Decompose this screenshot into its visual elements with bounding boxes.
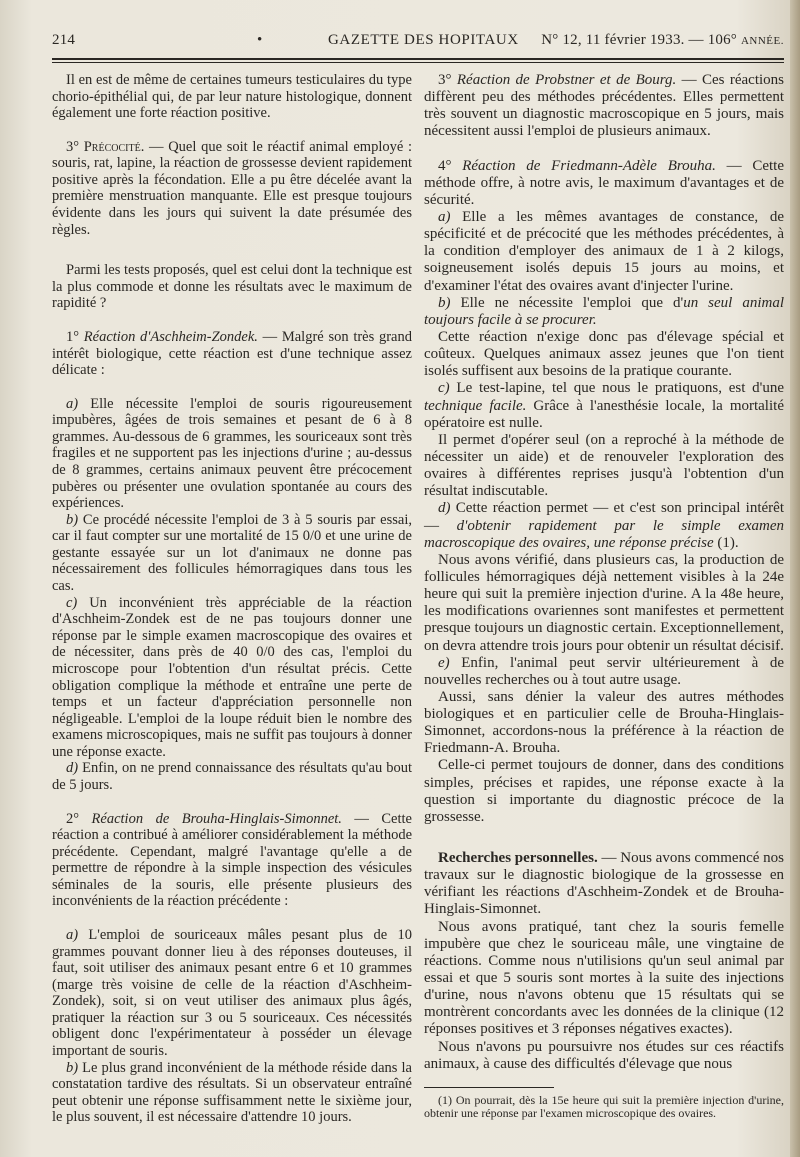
paragraph: b) Le plus grand inconvénient de la méthode réside dans la constatation tardive des résultats. Si un observateur entraîné peut obtenir une réponse suffisamment nette le sixième jour, le plus souvent, il est nécessaire d'attendre 10 jours. [52, 1059, 412, 1126]
paragraph: 3° Réaction de Probstner et de Bourg. — Ces réactions diffèrent peu des méthodes précédentes. Elles permettent très souvent un diagnostic macroscopique en 5 jours, mais nécessitent aussi l'emploi de plusieurs animaux. [424, 72, 785, 140]
paragraph: a) L'emploi de souriceaux mâles pesant plus de 10 grammes pouvant donner lieu à des réponses douteuses, il faut, soit utiliser des animaux pesant entre 6 et 10 grammes (marge très voisine de celle de la réaction d'Aschheim-Zondek), soit, si on veut utiliser des animaux plus âgés, pratiquer la réaction sur 3 ou 5 souriceaux. Ces nécessités obligent donc l'expérimentateur à posséder un élevage important de souris. [52, 927, 412, 1060]
journal-title: GAZETTE DES HOPITAUX [328, 32, 519, 48]
paragraph: 3° Précocité. — Quel que soit le réactif animal employé : souris, rat, lapine, la réaction de grossesse devient rapidement positive après la fécondation. Elle a pu être décelée avant la première menstruation manquante. Elle est presque toujours évidente dans les jours qui suivent la date présumée des règles. [52, 138, 413, 238]
paragraph: Nous avons pratiqué, tant chez la souris femelle impubère que chez le souriceau mâle, une vingtaine de réactions. Comme nous n'utilisions qu'un seul animal par essai et que 5 souris sont mortes à la suite des injections d'urine, nous n'avons obtenu que 15 résultats qui se montrèrent concordants avec les données de la clinique (12 réponses positives et 3 réponses négatives exactes). [424, 918, 784, 1038]
paragraph: 2° Réaction de Brouha-Hinglais-Simonnet. — Cette réaction a contribué à améliorer considérablement la méthode précédente. Cependant, malgré l'avantage qu'elle a de permettre de répondre à la simple inspection des vésicules séminales de la souris, elle présente plusieurs des inconvénients de la réaction précédente : [52, 810, 412, 910]
paragraph: b) Elle ne nécessite l'emploi que d'un seul animal toujours facile à se procurer. [424, 294, 784, 328]
right-column [424, 72, 784, 1121]
footnote: (1) On pourrait, dès la 15e heure qui suit la première injection d'urine, obtenir une réponse par l'examen microscopique des ovaires. [424, 1092, 784, 1121]
left-column [52, 72, 412, 1126]
paragraph: Nous n'avons pu poursuivre nos études sur ces réactifs animaux, à cause des difficultés d'élevage que nous [424, 1038, 784, 1072]
paragraph: d) Enfin, on ne prend connaissance des résultats qu'au bout de 5 jours. [52, 760, 412, 793]
issue-info [541, 32, 784, 49]
paragraph: Il permet d'opérer seul (on a reproché à la méthode de nécessiter un aide) et de renouveler l'exploration des ovaires à différentes reprises jusqu'à l'obtention d'un résultat indiscutable. [424, 431, 784, 500]
page-number: 214 [52, 32, 76, 48]
paragraph: Recherches personnelles. — Nous avons commencé nos travaux sur le diagnostic biologique de la grossesse en vérifiant les réactions d'Aschheim-Zondek et de Brouha-Hinglais-Simonnet. [424, 850, 785, 918]
paragraph: d) Cette réaction permet — et c'est son principal intérêt — d'obtenir rapidement par le simple examen macroscopique des ovaires, une réponse précise (1). [424, 500, 784, 551]
paragraph: 4° Réaction de Friedmann-Adèle Brouha. — Cette méthode offre, à notre avis, le maximum d'avantages et de sécurité. [424, 157, 785, 208]
section-heading: Recherches personnelles. [438, 850, 598, 867]
paragraph: c) Le test-lapine, tel que nous le pratiquons, est d'une technique facile. Grâce à l'anesthésie locale, la mortalité opératoire est nulle. [424, 380, 784, 431]
header-rule-thick [52, 58, 784, 60]
paragraph: e) Enfin, l'animal peut servir ultérieurement à de nouvelles recherches ou à tout autre usage. [424, 654, 784, 688]
paragraph: a) Elle a les mêmes avantages de constance, de spécificité et de précocité que les méthodes précédentes, à la condition d'employer des animaux de 1 à 2 kilogs, soigneusement isolés depuis 15 jours au moins, et d'examiner l'état des ovaires avant d'injecter l'urine. [424, 208, 784, 294]
paragraph: b) Ce procédé nécessite l'emploi de 3 à 5 souris par essai, car il faut compter sur une mortalité de 15 0/0 et une urine de gestante essayée sur un lot d'animaux ne donne pas nécessairement des follicules hémorragiques dans tous les cas. [52, 511, 412, 595]
paragraph: Parmi les tests proposés, quel est celui dont la technique est la plus commode et donne les résultats avec le maximum de rapidité ? [52, 262, 412, 312]
paragraph: Celle-ci permet toujours de donner, dans des conditions simples, précises et rapides, une réponse exacte à la question si importante du diagnostic précoce de la grossesse. [424, 757, 784, 825]
paragraph: Il en est de même de certaines tumeurs testiculaires du type chorio-épithélial qui, de par leur nature histologique, donnent également une forte réaction positive. [52, 72, 412, 122]
footnote-rule [424, 1087, 554, 1088]
paragraph: Nous avons vérifié, dans plusieurs cas, la production de follicules hémorragiques déjà nettement visibles à la 24e heure qui suit la première injection d'urine. A la 48e heure, les modifications ovariennes sont manifestes et permettent presque toujours un diagnostic certain. Exceptionnellement, on devra attendre trois jours pour obtenir un résultat décisif. [424, 551, 784, 654]
paragraph: a) Elle nécessite l'emploi de souris rigoureusement impubères, âgées de trois semaines et pesant de 6 à 8 grammes. Au-dessous de 6 grammes, les souriceaux sont très fragiles et ne supportent pas les injections d'urine ; au-dessus de 8 grammes, certains animaux peuvent être précocement pubères ou présenter une ovulation spontanée au cours des expériences. [52, 395, 412, 512]
paragraph: c) Un inconvénient très appréciable de la réaction d'Aschheim-Zondek est de ne pas toujours donner une réponse par le simple examen macroscopique des ovaires et de nécessiter, dans près de 40 0/0 des cas, l'emploi du microscope pour l'obtention d'un résultat précis. Cette obligation complique la méthode et entraîne une perte de temps et un facteur d'appréciation personnelle non négligeable. L'emploi de la loupe réduit bien le nombre des examens microscopiques, mais ne suffit pas toujours à donner une réponse exacte. [52, 594, 412, 760]
page-edge [790, 0, 800, 1157]
paragraph: 1° Réaction d'Aschheim-Zondek. — Malgré son très grand intérêt biologique, cette réaction est d'une technique assez délicate : [52, 328, 412, 379]
header-dot: • [257, 32, 263, 48]
issue-suffix: ANNÉE. [740, 35, 784, 47]
paragraph: Aussi, sans dénier la valeur des autres méthodes biologiques et en particulier celle de Brouha-Hinglais-Simonnet, accordons-nous la préférence à la réaction de Friedmann-A. Brouha. [424, 688, 784, 757]
paragraph: Cette réaction n'exige donc pas d'élevage spécial et coûteux. Quelques animaux assez jeunes que l'on tient isolés suffisent aux besoins de la pratique courante. [424, 328, 784, 380]
running-header [52, 32, 784, 52]
header-rule-thin [52, 62, 784, 63]
issue-main: N° 12, 11 février 1933. — 106° [541, 32, 738, 48]
